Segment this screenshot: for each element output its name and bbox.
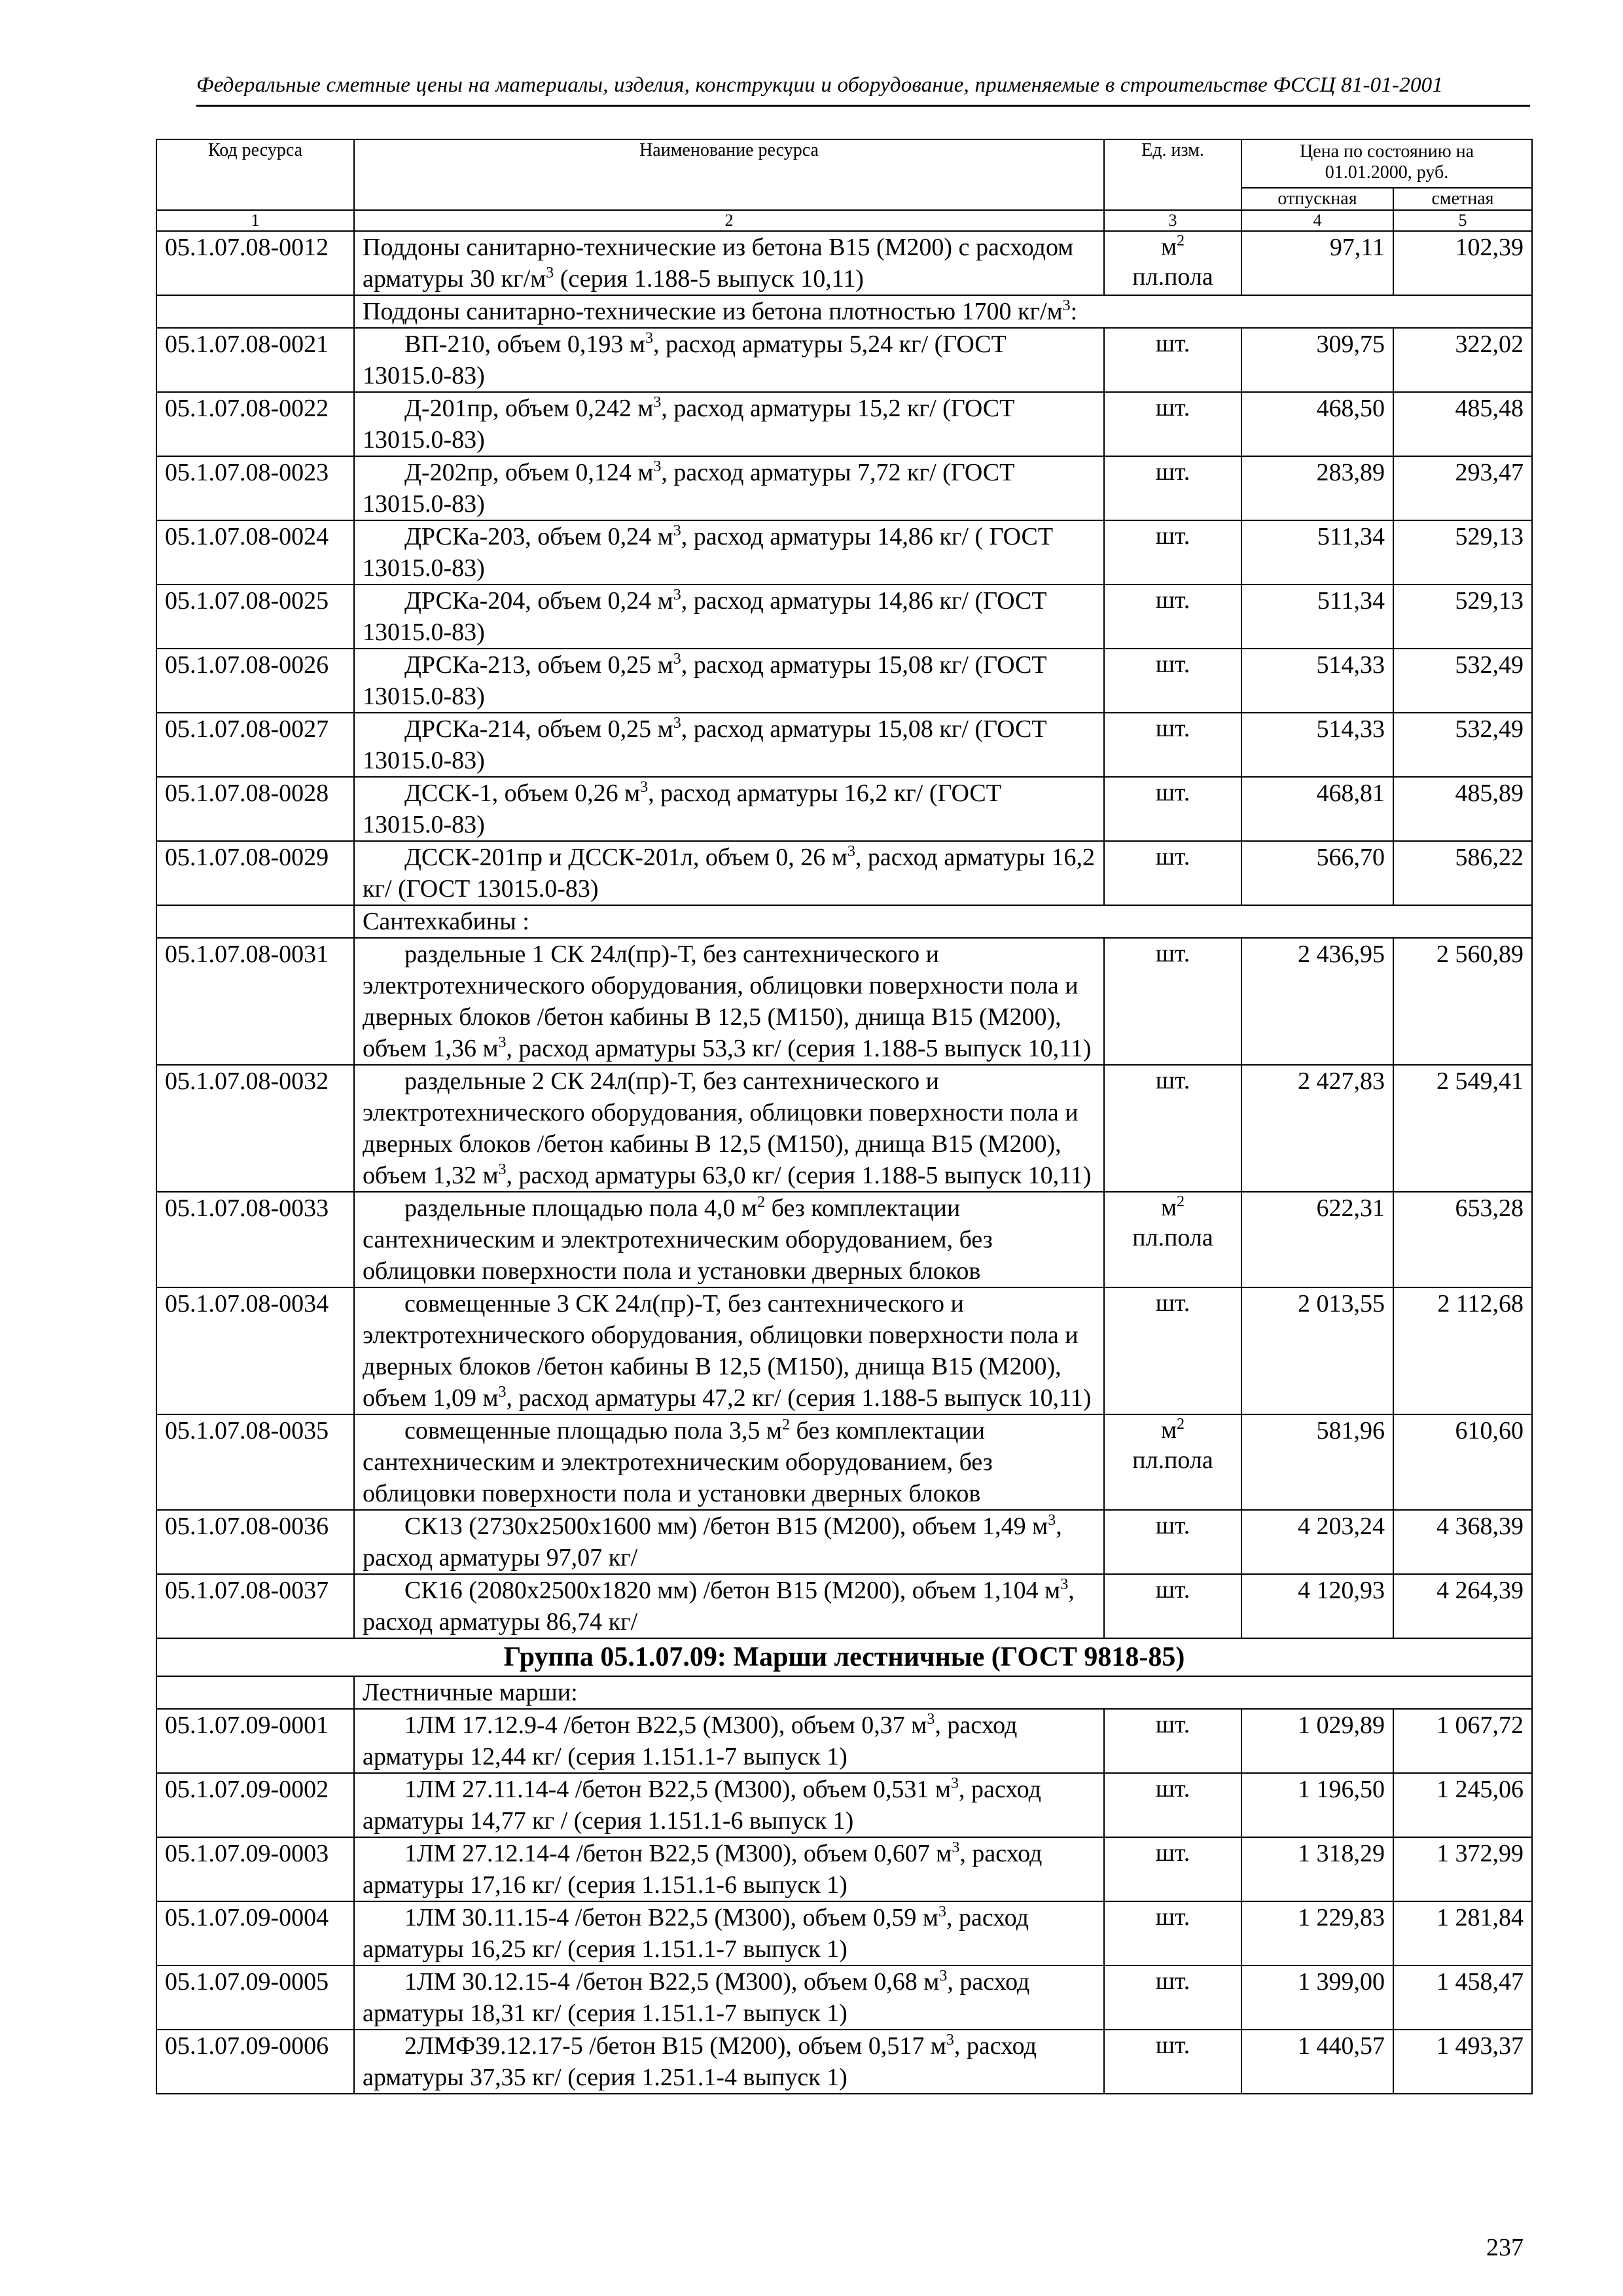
resource-name-text: 1ЛМ 30.11.15-4 /бетон В22,5 (М300), объем 0,59 $м^3$, расход арматуры 16,25 кг/ (серия 1.151.1-7 выпуск 1) (363, 1903, 1029, 1963)
resource-name-text: совмещенные 3 СК 24л(пр)-Т, без сантехнического и электротехнического оборудования, облицовки поверхности пола и дверных блоков /бетон кабины В 12,5 (М150), днища В15 (М200), объем 1,09 $м^3$, расход арматуры 47,2 кг/ (серия 1.188-5 выпуск 10,11) (363, 1290, 1092, 1412)
release-price-cell: 97,11 (1241, 231, 1393, 295)
unit-cell: шт. (1104, 713, 1241, 777)
resource-name-text: ДССК-1, объем 0,26 $м^3$, расход арматуры 16,2 кг/ (ГОСТ 13015.0-83) (363, 779, 1001, 838)
estimate-price-cell: 529,13 (1393, 584, 1532, 649)
unit-cell: шт. (1104, 1287, 1241, 1414)
resource-name-cell (354, 520, 1104, 584)
unit-cell: шт. (1104, 777, 1241, 841)
resource-name-cell: Поддоны санитарно-технические из бетона В15 (М200) с расходом арматуры 30 $кг/м^3$ (серия 1.188-5 выпуск 10,11) (354, 231, 1104, 295)
resource-name-text: раздельные 2 СК 24л(пр)-Т, без сантехнического и электротехнического оборудования, облицовки поверхности пола и дверных блоков /бетон кабины В 12,5 (М150), днища В15 (М200), объем 1,32 $м^3$, расход арматуры 63,0 кг/ (серия 1.188-5 выпуск 10,11) (363, 1067, 1092, 1189)
col-number-3: 3 (1104, 210, 1241, 231)
estimate-price-cell: 1 372,99 (1393, 1837, 1532, 1901)
table-row (156, 777, 1532, 841)
resource-code-cell: 05.1.07.08-0033 (156, 1192, 354, 1287)
price-table (156, 139, 1533, 2094)
release-price-cell: 566,70 (1241, 841, 1393, 905)
estimate-price-cell: 485,48 (1393, 392, 1532, 456)
estimate-price-cell: 1 458,47 (1393, 1965, 1532, 2030)
table-row (156, 1965, 1532, 2030)
resource-name-cell (354, 1065, 1104, 1192)
resource-code-cell: 05.1.07.08-0012 (156, 231, 354, 295)
running-header: Федеральные сметные цены на материалы, изделия, конструкции и оборудование, применяемые в строительстве ФССЦ 81-01-2001 (196, 73, 1444, 97)
table-row (156, 520, 1532, 584)
table-row (156, 1773, 1532, 1837)
release-price-cell: 1 318,29 (1241, 1837, 1393, 1901)
estimate-price-cell: 1 281,84 (1393, 1901, 1532, 1965)
estimate-price-cell: 322,02 (1393, 328, 1532, 392)
estimate-price-cell: 2 549,41 (1393, 1065, 1532, 1192)
unit-cell: шт. (1104, 520, 1241, 584)
resource-name-cell (354, 1414, 1104, 1510)
resource-name-cell (354, 1837, 1104, 1901)
table-row (156, 1574, 1532, 1638)
resource-name-cell (354, 392, 1104, 456)
resource-name-text: Д-201пр, объем 0,242 $м^3$, расход арматуры 15,2 кг/ (ГОСТ 13015.0-83) (363, 394, 1015, 454)
release-price-cell: 2 436,95 (1241, 938, 1393, 1065)
unit-cell: шт. (1104, 938, 1241, 1065)
resource-code-cell: 05.1.07.08-0023 (156, 456, 354, 520)
unit-cell: шт. (1104, 1574, 1241, 1638)
table-body (156, 231, 1532, 2094)
release-price-cell: 514,33 (1241, 649, 1393, 713)
table-row (156, 1192, 1532, 1287)
release-price-cell: 309,75 (1241, 328, 1393, 392)
resource-name-cell (354, 1773, 1104, 1837)
col-header-name: Наименование ресурса (354, 139, 1104, 210)
col-header-unit: Ед. изм. (1104, 139, 1241, 210)
group-heading: Группа 05.1.07.09: Марши лестничные (ГОСТ 9818-85) (156, 1638, 1532, 1676)
table-row (156, 2030, 1532, 2094)
resource-name-text: 1ЛМ 27.12.14-4 /бетон В22,5 (М300), объем 0,607 $м^3$, расход арматуры 17,16 кг/ (серия 1.151.1-6 выпуск 1) (363, 1839, 1043, 1899)
resource-code-cell: 05.1.07.08-0034 (156, 1287, 354, 1414)
resource-name-text: 1ЛМ 17.12.9-4 /бетон В22,5 (М300), объем 0,37 $м^3$, расход арматуры 12,44 кг/ (серия 1.151.1-7 выпуск 1) (363, 1711, 1018, 1770)
estimate-price-cell: 532,49 (1393, 713, 1532, 777)
estimate-price-cell: 2 560,89 (1393, 938, 1532, 1065)
release-price-cell: 511,34 (1241, 520, 1393, 584)
resource-code-cell: 05.1.07.09-0001 (156, 1709, 354, 1773)
resource-name-cell (354, 1574, 1104, 1638)
subheading-row (156, 295, 1532, 328)
resource-name-text: ДРСКа-214, объем 0,25 $м^3$, расход арматуры 15,08 кг/ (ГОСТ 13015.0-83) (363, 715, 1047, 774)
release-price-cell: 2 013,55 (1241, 1287, 1393, 1414)
estimate-price-cell: 610,60 (1393, 1414, 1532, 1510)
unit-cell: шт. (1104, 1773, 1241, 1837)
release-price-cell: 468,50 (1241, 392, 1393, 456)
table-row (156, 1065, 1532, 1192)
estimate-price-cell: 586,22 (1393, 841, 1532, 905)
resource-name-cell (354, 2030, 1104, 2094)
table-row (156, 328, 1532, 392)
release-price-cell: 1 399,00 (1241, 1965, 1393, 2030)
resource-name-text: ДРСКа-203, объем 0,24 $м^3$, расход арматуры 14,86 кг/ ( ГОСТ 13015.0-83) (363, 522, 1054, 582)
table-row (156, 1837, 1532, 1901)
subheading-row (156, 1676, 1532, 1709)
col-number-4: 4 (1241, 210, 1393, 231)
table-row (156, 649, 1532, 713)
table-row (156, 841, 1532, 905)
estimate-price-cell: 4 368,39 (1393, 1510, 1532, 1574)
resource-name-text: 2ЛМФ39.12.17-5 /бетон В15 (М200), объем 0,517 $м^3$, расход арматуры 37,35 кг/ (серия 1.251.1-4 выпуск 1) (363, 2032, 1037, 2091)
resource-code-cell: 05.1.07.08-0036 (156, 1510, 354, 1574)
table-row (156, 392, 1532, 456)
estimate-price-cell: 293,47 (1393, 456, 1532, 520)
estimate-price-cell: 532,49 (1393, 649, 1532, 713)
resource-code-cell: 05.1.07.08-0021 (156, 328, 354, 392)
estimate-price-cell: 485,89 (1393, 777, 1532, 841)
estimate-price-cell: 1 067,72 (1393, 1709, 1532, 1773)
resource-code-cell: 05.1.07.08-0024 (156, 520, 354, 584)
unit-cell: шт. (1104, 1065, 1241, 1192)
release-price-cell: 622,31 (1241, 1192, 1393, 1287)
table-row (156, 1901, 1532, 1965)
unit-cell: шт. (1104, 1709, 1241, 1773)
unit-cell: шт. (1104, 328, 1241, 392)
resource-code-cell: 05.1.07.08-0022 (156, 392, 354, 456)
estimate-price-cell: 1 493,37 (1393, 2030, 1532, 2094)
table-row (156, 584, 1532, 649)
resource-code-cell: 05.1.07.08-0027 (156, 713, 354, 777)
table-row (156, 231, 1532, 295)
release-price-cell: 1 029,89 (1241, 1709, 1393, 1773)
unit-cell: шт. (1104, 1901, 1241, 1965)
subheading: Поддоны санитарно-технические из бетона плотностью 1700 $кг/м^3$: (354, 295, 1532, 328)
resource-name-cell (354, 328, 1104, 392)
resource-name-cell (354, 841, 1104, 905)
release-price-cell: 514,33 (1241, 713, 1393, 777)
resource-name-text: СК13 (2730х2500х1600 мм) /бетон В15 (М200), объем 1,49 $м^3$, расход арматуры 97,07 кг/ (363, 1512, 1062, 1571)
resource-name-text: ДРСКа-204, объем 0,24 $м^3$, расход арматуры 14,86 кг/ (ГОСТ 13015.0-83) (363, 586, 1047, 646)
header-rule (196, 105, 1530, 107)
unit-cell: шт. (1104, 649, 1241, 713)
col-number-5: 5 (1393, 210, 1532, 231)
unit-cell: шт. (1104, 584, 1241, 649)
resource-name-cell (354, 456, 1104, 520)
resource-code-cell: 05.1.07.08-0037 (156, 1574, 354, 1638)
resource-code-cell: 05.1.07.08-0028 (156, 777, 354, 841)
resource-name-text: совмещенные площадью пола 3,5 $м^2$ без комплектации сантехническим и электротехническим оборудованием, без облицовки поверхности пола и установки дверных блоков (363, 1416, 993, 1507)
resource-name-cell (354, 1709, 1104, 1773)
estimate-price-cell: 4 264,39 (1393, 1574, 1532, 1638)
release-price-cell: 4 120,93 (1241, 1574, 1393, 1638)
resource-name-text: раздельные площадью пола 4,0 $м^2$ без комплектации сантехническим и электротехническим оборудованием, без облицовки поверхности пола и установки дверных блоков (363, 1194, 993, 1285)
resource-name-text: ДРСКа-213, объем 0,25 $м^3$, расход арматуры 15,08 кг/ (ГОСТ 13015.0-83) (363, 651, 1047, 710)
col-number-2: 2 (354, 210, 1104, 231)
resource-name-cell (354, 584, 1104, 649)
resource-code-cell: 05.1.07.08-0025 (156, 584, 354, 649)
unit-cell: $м^2$ пл.пола (1104, 1192, 1241, 1287)
table-row (156, 456, 1532, 520)
empty-code-cell (156, 905, 354, 938)
resource-name-text: ДССК-201пр и ДССК-201л, объем 0, 26 $м^3$, расход арматуры 16,2 кг/ (ГОСТ 13015.0-83) (363, 843, 1095, 903)
resource-name-cell (354, 1901, 1104, 1965)
unit-cell: шт. (1104, 1965, 1241, 2030)
page-number: 237 (1486, 2234, 1524, 2261)
resource-name-text: СК16 (2080х2500х1820 мм) /бетон В15 (М200), объем 1,104 $м^3$, расход арматуры 86,74 кг/ (363, 1576, 1075, 1636)
empty-code-cell (156, 1676, 354, 1709)
release-price-cell: 1 196,50 (1241, 1773, 1393, 1837)
resource-name-cell (354, 1510, 1104, 1574)
release-price-cell: 1 440,57 (1241, 2030, 1393, 2094)
release-price-cell: 1 229,83 (1241, 1901, 1393, 1965)
estimate-price-cell: 1 245,06 (1393, 1773, 1532, 1837)
unit-cell: шт. (1104, 2030, 1241, 2094)
empty-code-cell (156, 295, 354, 328)
estimate-price-cell: 2 112,68 (1393, 1287, 1532, 1414)
resource-name-text: ВП-210, объем 0,193 $м^3$, расход арматуры 5,24 кг/ (ГОСТ 13015.0-83) (363, 330, 1007, 389)
resource-code-cell: 05.1.07.09-0002 (156, 1773, 354, 1837)
resource-name-cell (354, 1965, 1104, 2030)
table-row (156, 1510, 1532, 1574)
table-row (156, 938, 1532, 1065)
unit-cell: шт. (1104, 456, 1241, 520)
table-row (156, 713, 1532, 777)
col-number-1: 1 (156, 210, 354, 231)
resource-code-cell: 05.1.07.09-0005 (156, 1965, 354, 2030)
release-price-cell: 4 203,24 (1241, 1510, 1393, 1574)
unit-cell: $м^2$ пл.пола (1104, 1414, 1241, 1510)
col-header-price-release: отпускная (1241, 188, 1393, 210)
release-price-cell: 511,34 (1241, 584, 1393, 649)
release-price-cell: 2 427,83 (1241, 1065, 1393, 1192)
estimate-price-cell: 529,13 (1393, 520, 1532, 584)
unit-cell: $м^2$ пл.пола (1104, 231, 1241, 295)
unit-cell: шт. (1104, 1837, 1241, 1901)
resource-name-cell (354, 649, 1104, 713)
col-header-price-group: Цена по состоянию на 01.01.2000, руб. (1241, 139, 1532, 188)
table-row (156, 1287, 1532, 1414)
subheading: Сантехкабины : (354, 905, 1532, 938)
resource-code-cell: 05.1.07.08-0029 (156, 841, 354, 905)
col-header-code: Код ресурса (156, 139, 354, 210)
release-price-cell: 283,89 (1241, 456, 1393, 520)
resource-name-cell (354, 1192, 1104, 1287)
resource-code-cell: 05.1.07.09-0003 (156, 1837, 354, 1901)
resource-name-text: раздельные 1 СК 24л(пр)-Т, без сантехнического и электротехнического оборудования, облицовки поверхности пола и дверных блоков /бетон кабины В 12,5 (М150), днища В15 (М200), объем 1,36 $м^3$, расход арматуры 53,3 кг/ (серия 1.188-5 выпуск 10,11) (363, 941, 1092, 1062)
subheading-row (156, 905, 1532, 938)
release-price-cell: 468,81 (1241, 777, 1393, 841)
subheading: Лестничные марши: (354, 1676, 1532, 1709)
resource-name-text: 1ЛМ 30.12.15-4 /бетон В22,5 (М300), объем 0,68 $м^3$, расход арматуры 18,31 кг/ (серия 1.151.1-7 выпуск 1) (363, 1967, 1030, 2027)
unit-cell: шт. (1104, 1510, 1241, 1574)
resource-name-text: 1ЛМ 27.11.14-4 /бетон В22,5 (М300), объем 0,531 $м^3$, расход арматуры 14,77 кг / (серия 1.151.1-6 выпуск 1) (363, 1775, 1041, 1835)
resource-code-cell: 05.1.07.08-0031 (156, 938, 354, 1065)
release-price-cell: 581,96 (1241, 1414, 1393, 1510)
resource-name-text: Д-202пр, объем 0,124 $м^3$, расход арматуры 7,72 кг/ (ГОСТ 13015.0-83) (363, 458, 1015, 518)
estimate-price-cell: 102,39 (1393, 231, 1532, 295)
resource-code-cell: 05.1.07.09-0004 (156, 1901, 354, 1965)
table-row (156, 1709, 1532, 1773)
resource-name-cell (354, 1287, 1104, 1414)
resource-name-cell (354, 713, 1104, 777)
resource-code-cell: 05.1.07.09-0006 (156, 2030, 354, 2094)
resource-name-cell (354, 777, 1104, 841)
resource-name-cell (354, 938, 1104, 1065)
col-header-price-estimate: сметная (1393, 188, 1532, 210)
resource-code-cell: 05.1.07.08-0032 (156, 1065, 354, 1192)
resource-code-cell: 05.1.07.08-0026 (156, 649, 354, 713)
group-heading-row (156, 1638, 1532, 1676)
unit-cell: шт. (1104, 392, 1241, 456)
table-row (156, 1414, 1532, 1510)
estimate-price-cell: 653,28 (1393, 1192, 1532, 1287)
resource-code-cell: 05.1.07.08-0035 (156, 1414, 354, 1510)
unit-cell: шт. (1104, 841, 1241, 905)
